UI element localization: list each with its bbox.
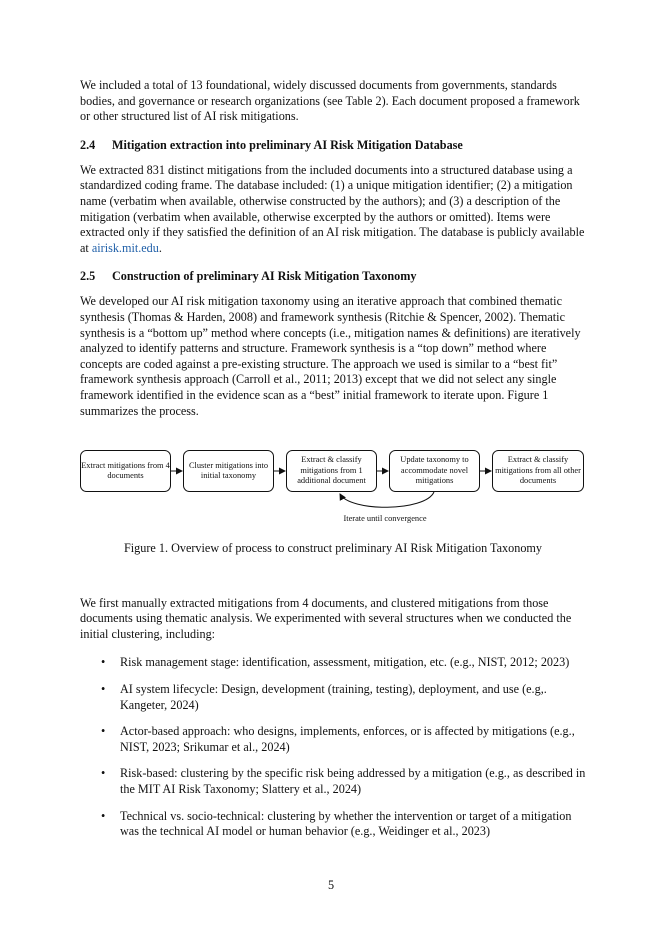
- section-2-4-heading: [80, 138, 586, 153]
- after-figure-paragraph: We first manually extracted mitigations from 4 documents, and clustered mitigations from those documents using thematic analysis. We experimented with several structures when we conducted the initial clustering, including:: [80, 595, 572, 641]
- list-item: [80, 809, 586, 840]
- bullet: •: [101, 808, 106, 823]
- list-item-text: Risk management stage: identification, assessment, mitigation, etc. (e.g., NIST, 2012; 2023): [120, 655, 570, 670]
- paragraph-text: We extracted 831 distinct mitigations from the included documents into a structured database using a standardized coding frame. The database included: (1) a unique mitigation identifier; (2) a mitigation name (verbatim when available, otherwise constructed by the authors); and (3) a description of the mitigation (verbatim when available, otherwise excerpted by the authors or omitted). Items were extracted only if they satisfied the definition of an AI risk mitigation. The database is publicly available at: [80, 162, 585, 255]
- list-item-text: Risk-based: clustering by the specific risk being addressed by a mitigation (e.g., as described in the MIT AI Risk Taxonomy; Slattery et al., 2024): [120, 766, 586, 797]
- page-number: 5: [327, 878, 335, 892]
- section-2-5-paragraph: We developed our AI risk mitigation taxonomy using an iterative approach that combined thematic synthesis (Thomas & Harden, 2008) and framework synthesis (Ritchie & Spencer, 2002). Thematic synthesis is a “bottom up” method where concepts (i.e., mitigation names & definitions) are iteratively analyzed to identify patterns and structure. Framework synthesis is a “top down” method where concepts are coded against a pre-existing structure. The approach we used is similar to a “best fit” framework synthesis approach (Carroll et al., 2011; 2013) except that we did not select any single framework identified in the evidence scan as a “best” initial framework to iterate upon. Figure 1 summarizes the process.: [80, 294, 581, 418]
- bullet: •: [101, 766, 106, 781]
- structures-list: [80, 655, 586, 839]
- bullet: •: [101, 724, 106, 739]
- bullet: •: [101, 655, 106, 670]
- intro-paragraph: We included a total of 13 foundational, widely discussed documents from governments, standards bodies, and governance or research organizations (see Table 2). Each document proposed a framework or other structured list of AI risk mitigations.: [80, 78, 580, 124]
- list-item-text: AI system lifecycle: Design, development (training, testing), deployment, and use (e.g,. Kangeter, 2024): [120, 682, 547, 712]
- step-label-5: Extract & classify mitigations from all other documents: [495, 455, 581, 486]
- loop-label: Iterate until convergence: [343, 513, 427, 523]
- list-item: [80, 766, 586, 797]
- list-item-text: Technical vs. socio-technical: clustering by whether the intervention or target of a mitigation was the technical AI model or human behavior (e.g., Weidinger et al., 2023): [120, 808, 572, 839]
- page-content: [80, 78, 586, 851]
- step-label-2: Cluster mitigations into initial taxonomy: [188, 460, 269, 481]
- paragraph-end: .: [158, 240, 162, 255]
- list-item: [80, 655, 586, 671]
- airisk-link[interactable]: airisk.mit.edu: [91, 240, 159, 255]
- section-title: Mitigation extraction into preliminary AI Risk Mitigation Database: [112, 137, 463, 152]
- section-number: 2.4: [80, 137, 96, 152]
- step-label-3: Extract & classify mitigations from 1 additional document: [297, 455, 366, 486]
- section-2-5-heading: [80, 269, 586, 284]
- bullet: •: [101, 682, 106, 697]
- step-label-1: Extract mitigations from 4 documents: [81, 460, 170, 481]
- section-number: 2.5: [80, 269, 96, 284]
- iterate-loop-arrow: [340, 492, 434, 507]
- section-title: Construction of preliminary AI Risk Mitigation Taxonomy: [112, 269, 417, 284]
- process-figure: [80, 450, 586, 528]
- list-item: [80, 724, 586, 755]
- step-label-4: Update taxonomy to accommodate novel mitigations: [400, 455, 469, 486]
- figure-caption: Figure 1. Overview of process to construct preliminary AI Risk Mitigation Taxonomy: [124, 541, 542, 556]
- section-2-4-paragraph: [80, 163, 586, 257]
- list-item: [80, 682, 586, 713]
- list-item-text: Actor-based approach: who designs, implements, enforces, or is affected by mitigations (e.g., NIST, 2023; Srikumar et al., 2024): [120, 724, 575, 754]
